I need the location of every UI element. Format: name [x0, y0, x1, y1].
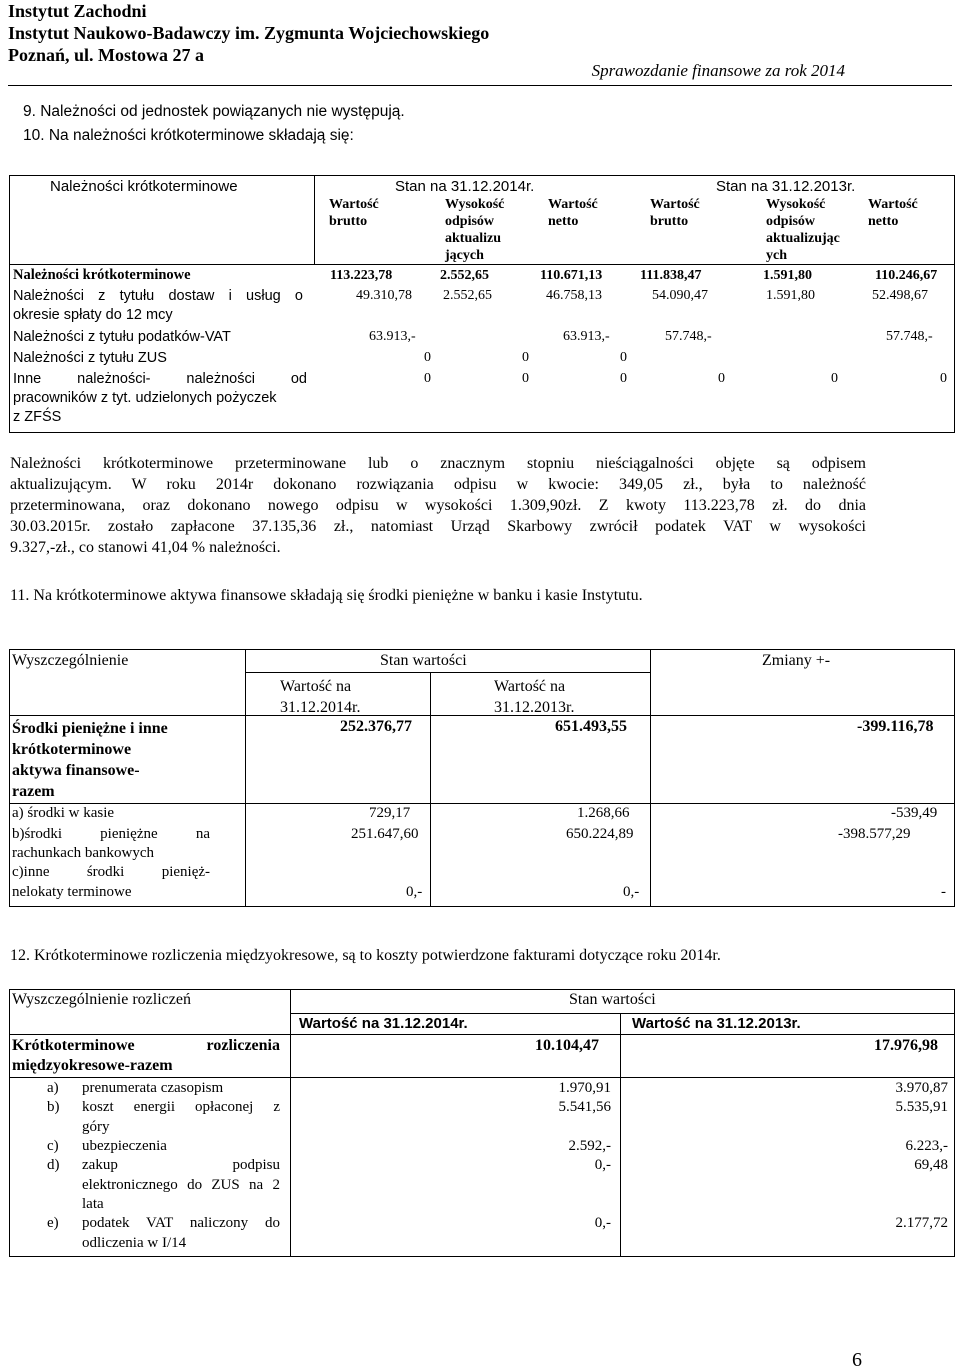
- table3-item-label: zakup podpisu: [82, 1157, 280, 1173]
- table1-row4-label-cont2: z ZFŚS: [13, 409, 62, 425]
- table1-total-label: Należności krótkoterminowe: [13, 267, 191, 283]
- table1-row3-label: Należności z tytułu ZUS: [13, 350, 167, 366]
- paragraph-10: 10. Na należności krótkoterminowe składają się:: [23, 127, 354, 144]
- table2-total-label: Środki pieniężne i inne krótkoterminowe aktywa finansowe- razem: [12, 720, 168, 800]
- table2-header-zmiany: Zmiany +-: [762, 652, 831, 669]
- table3-item-label: podatek VAT naliczony do: [82, 1215, 280, 1231]
- table2-row-b-label-cont: rachunkach bankowych: [12, 845, 155, 861]
- table1-row4-label-cont: pracowników z tyt. udzielonych pożyczek: [13, 390, 277, 406]
- note-line: 30.03.2015r. zostało zapłacone 37.135,36 zł., natomiast Urząd Skarbowy zwrócił podatek VAT w wysokości: [10, 518, 866, 535]
- table3-vline: [290, 989, 291, 1256]
- table2-header-stan: Stan wartości: [380, 652, 467, 669]
- col-header-odpis-2013: Wysokość odpisów aktualizując ych: [766, 197, 840, 263]
- table3-hline: [9, 1034, 954, 1035]
- table2-total-2014: 252.376,77: [340, 718, 412, 735]
- header-line-3: Poznań, ul. Mostowa 27 a: [8, 45, 205, 65]
- table2-total-2013: 651.493,55: [555, 718, 627, 735]
- col-header-netto-2014: Wartość netto: [548, 197, 598, 229]
- table3-hline: [290, 1013, 954, 1014]
- table2-hline: [9, 715, 954, 716]
- table3-item-letter: d): [47, 1157, 60, 1173]
- table1-period-2013: Stan na 31.12.2013r.: [716, 178, 856, 195]
- note-line: przeterminowana, oraz dokonano nowego odpisu w wysokości 1.309,90zł. Z kwoty 113.223,78 zł. do dnia: [10, 497, 866, 514]
- note-line: Należności krótkoterminowe przeterminowane lub o znacznym stopniu nieściągalności objęte są odpisem: [10, 455, 866, 472]
- note-line: 9.327,-zł., co stanowi 41,04 % należności.: [10, 539, 281, 556]
- header-line-1: Instytut Zachodni: [8, 1, 147, 21]
- table2-row-c-diff: -: [941, 884, 946, 900]
- table3-total-2014: 10.104,47: [535, 1037, 599, 1054]
- table1-row2-value: 63.913,-: [369, 329, 416, 344]
- header-divider: [8, 85, 952, 86]
- table3-item-2014: 0,-: [594, 1215, 611, 1231]
- note-line: aktualizującym. W roku 2014r dokonano rozwiązania odpisu w kwocie: 349,05 zł., była to należność: [10, 476, 866, 493]
- table3-item-label: koszt energii opłaconej z: [82, 1099, 280, 1115]
- table2-vline: [430, 672, 431, 906]
- table2-row-c-label: c)inne środki pienięż-: [12, 864, 210, 880]
- table2-row-b-2014: 251.647,60: [351, 826, 419, 842]
- table2-row-b-2013: 650.224,89: [566, 826, 634, 842]
- page-number: 6: [852, 1349, 862, 1371]
- table2-hline: [245, 672, 650, 673]
- table1-row2-value: 57.748,-: [665, 329, 712, 344]
- col-header-netto-2013: Wartość netto: [868, 197, 918, 229]
- table1-row2-value: 57.748,-: [886, 329, 933, 344]
- table3-item-label: odliczenia w I/14: [82, 1234, 187, 1251]
- col-header-brutto-2013: Wartość brutto: [650, 197, 700, 229]
- table1-row2-label: Należności z tytułu podatków-VAT: [13, 329, 231, 345]
- table2-row-a-diff: -539,49: [891, 805, 938, 821]
- table3-item-letter: e): [47, 1215, 59, 1231]
- table2-vline: [650, 649, 651, 906]
- table2-row-a-2014: 729,17: [369, 805, 411, 821]
- table1-row1-value: 49.310,78: [356, 288, 412, 303]
- table2-row-a-2013: 1.268,66: [577, 805, 630, 821]
- table2-row-a-label: a) środki w kasie: [12, 805, 115, 821]
- table3-item-2014: 2.592,-: [568, 1138, 611, 1154]
- table3-item-2013: 3.970,87: [895, 1080, 948, 1096]
- table1-total-value: 111.838,47: [640, 268, 702, 283]
- table3-header-stan: Stan wartości: [569, 991, 656, 1008]
- table2-total-diff: -399.116,78: [857, 718, 934, 735]
- table3-item-2013: 69,48: [914, 1157, 948, 1173]
- table1-row4-label: Inne należności- należności od: [13, 371, 307, 387]
- table3-total-label: Krótkoterminowe rozliczenia: [12, 1037, 280, 1054]
- table3-item-2013: 6.223,-: [905, 1138, 948, 1154]
- paragraph-12: 12. Krótkoterminowe rozliczenia międzyokresowe, są to koszty potwierdzone fakturami dotyczące roku 2014r.: [10, 947, 721, 964]
- col-header-brutto-2014: Wartość brutto: [329, 197, 379, 229]
- table1-row1-value: 52.498,67: [872, 288, 928, 303]
- table1-hline: [9, 264, 954, 265]
- table1-row4-value: 0: [424, 371, 431, 386]
- table2-row-c-2013: 0,-: [623, 884, 640, 900]
- table1-period-2014: Stan na 31.12.2014r.: [395, 178, 535, 195]
- table1-total-value: 2.552,65: [440, 268, 489, 283]
- table3-item-label: góry: [82, 1118, 110, 1135]
- table3-item-2014: 0,-: [594, 1157, 611, 1173]
- table3-header-2014: Wartość na 31.12.2014r.: [299, 1015, 468, 1032]
- table2-row-c-label-cont: nelokaty terminowe: [12, 884, 132, 900]
- table3-item-label: lata: [82, 1196, 104, 1212]
- table3-item-2014: 1.970,91: [558, 1080, 611, 1096]
- table2-vline: [245, 649, 246, 906]
- table3-item-2013: 5.535,91: [895, 1099, 948, 1115]
- table1-row1-value: 54.090,47: [652, 288, 708, 303]
- table3-header-spec: Wyszczególnienie rozliczeń: [12, 991, 191, 1008]
- table1-row3-value: 0: [522, 350, 529, 365]
- table1-vline: [314, 175, 315, 264]
- table2-row-c-2014: 0,-: [406, 884, 423, 900]
- table2-row-b-label: b)środki pieniężne na: [12, 826, 210, 842]
- table2-header-2014: Wartość na 31.12.2014r.: [280, 678, 361, 716]
- table2-header-2013: Wartość na 31.12.2013r.: [494, 678, 575, 716]
- table2-hline: [9, 803, 954, 804]
- table3-item-2013: 2.177,72: [895, 1215, 948, 1231]
- paragraph-11: 11. Na krótkoterminowe aktywa finansowe składają się środki pieniężne w banku i kasie Instytutu.: [10, 587, 643, 604]
- table3-total-label-cont: międzyokresowe-razem: [12, 1057, 173, 1074]
- table1-row4-value: 0: [831, 371, 838, 386]
- table3-item-label: elektronicznego do ZUS na 2: [82, 1176, 280, 1193]
- paragraph-9: 9. Należności od jednostek powiązanych nie występują.: [23, 103, 405, 120]
- table2-header-spec: Wyszczególnienie: [12, 652, 129, 669]
- table3-header-2013: Wartość na 31.12.2013r.: [632, 1015, 801, 1032]
- table1-row4-value: 0: [718, 371, 725, 386]
- report-title: Sprawozdanie finansowe za rok 2014: [591, 61, 845, 80]
- table2-row-b-diff: -398.577,29: [838, 826, 911, 842]
- table1-row1-value: 2.552,65: [443, 288, 492, 303]
- table1-total-value: 1.591,80: [763, 268, 812, 283]
- table1-row2-value: 63.913,-: [563, 329, 610, 344]
- table3-vline: [620, 1013, 621, 1256]
- institution-header: [8, 0, 489, 66]
- table1-row4-value: 0: [620, 371, 627, 386]
- table3-item-label: prenumerata czasopism: [82, 1080, 224, 1096]
- table3-total-2013: 17.976,98: [874, 1037, 938, 1054]
- table1-row3-value: 0: [424, 350, 431, 365]
- table1-title: Należności krótkoterminowe: [50, 178, 238, 195]
- table1-row1-value: 46.758,13: [546, 288, 602, 303]
- table1-row3-value: 0: [620, 350, 627, 365]
- table3-hline: [9, 1077, 954, 1078]
- receivables-note: [10, 453, 866, 558]
- table3-item-letter: c): [47, 1138, 59, 1154]
- table3-item-label: ubezpieczenia: [82, 1138, 167, 1154]
- table1-total-value: 110.671,13: [540, 268, 603, 283]
- table3-item-2014: 5.541,56: [558, 1099, 611, 1115]
- table1-row4-value: 0: [940, 371, 947, 386]
- table1-row1-label: Należności z tytułu dostaw i usług o: [13, 288, 303, 304]
- table1-row1-label-cont: okresie spłaty do 12 mcy: [13, 307, 173, 323]
- header-line-2: Instytut Naukowo-Badawczy im. Zygmunta Wojciechowskiego: [8, 23, 490, 43]
- table1-row1-value: 1.591,80: [766, 288, 815, 303]
- table1-total-value: 110.246,67: [875, 268, 938, 283]
- table3-item-letter: a): [47, 1080, 59, 1096]
- table1-row4-value: 0: [522, 371, 529, 386]
- col-header-odpis-2014: Wysokość odpisów aktualizu jących: [445, 197, 505, 263]
- table3-item-letter: b): [47, 1099, 60, 1115]
- table1-total-value: 113.223,78: [330, 268, 393, 283]
